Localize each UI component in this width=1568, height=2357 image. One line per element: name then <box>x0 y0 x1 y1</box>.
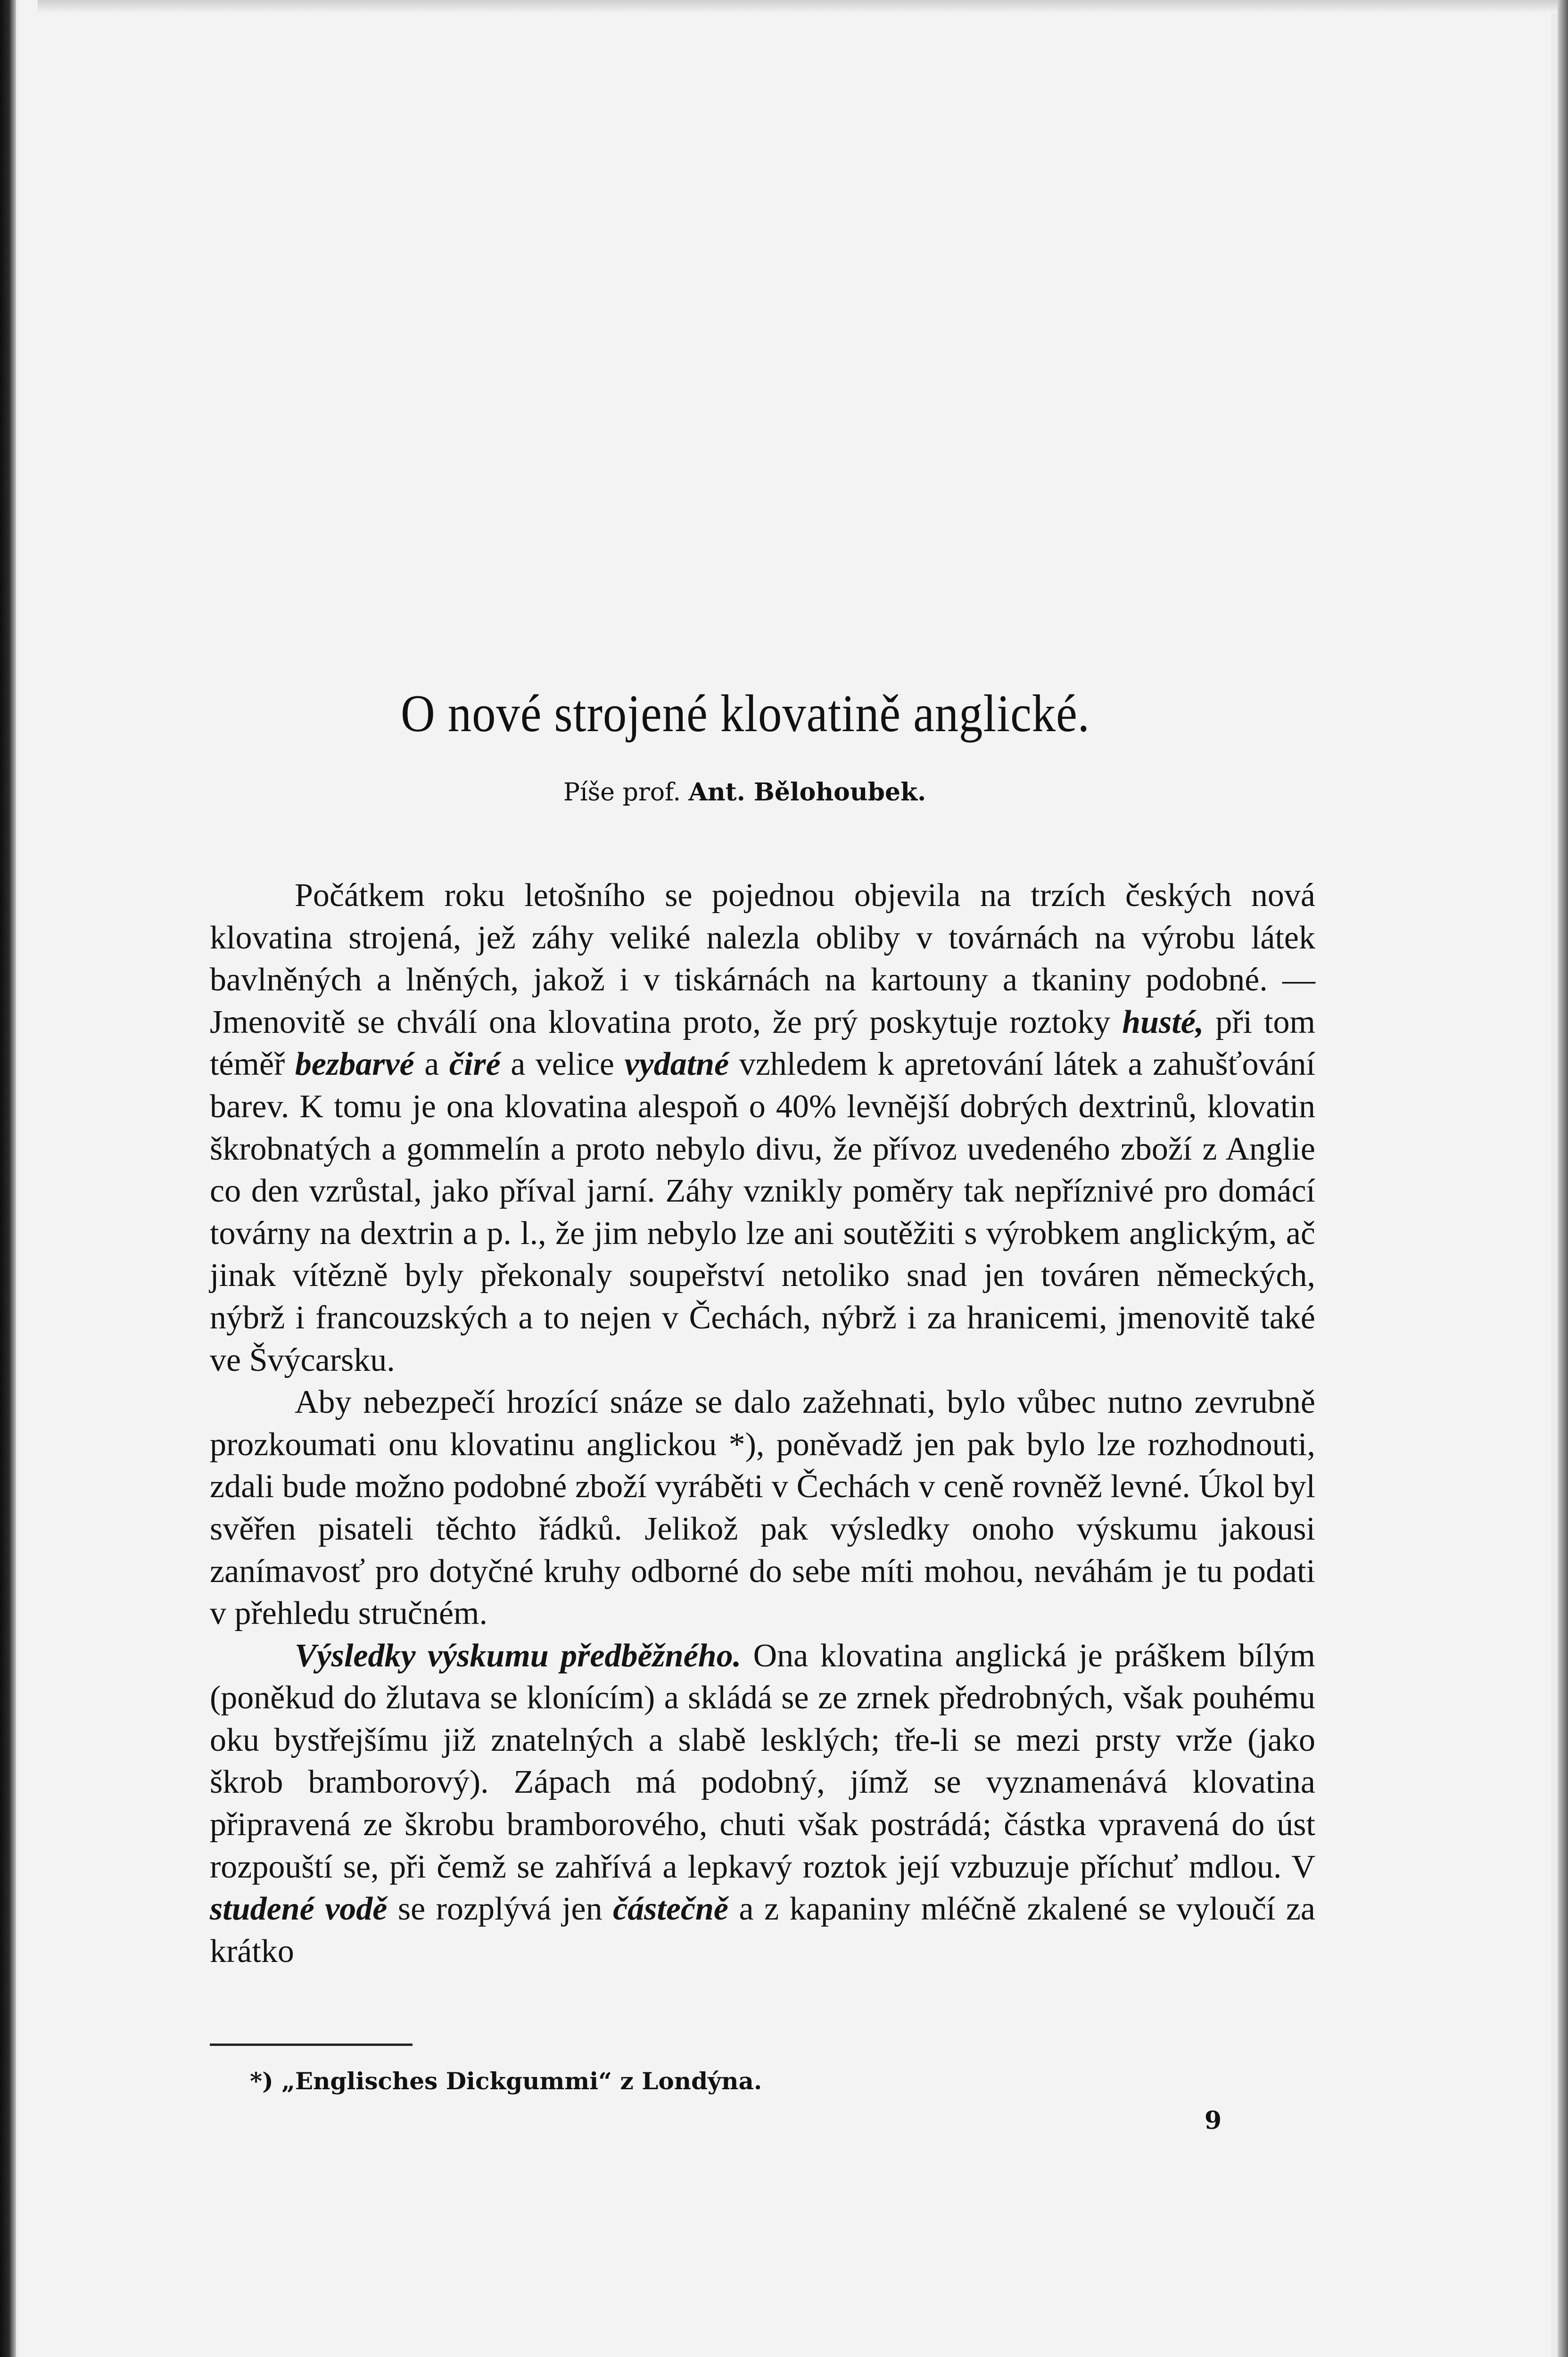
article-title: O nové strojené klovatině anglické. <box>401 684 1090 743</box>
body-text-run: a velice <box>500 1046 625 1083</box>
footnote: *) „Englisches Dickgummi“ z Londýna. <box>250 2067 762 2095</box>
author-name: Ant. Bělohoubek. <box>688 778 926 807</box>
page-number: 9 <box>1205 2106 1222 2135</box>
scan-right-edge <box>1558 0 1568 2357</box>
footnote-divider <box>210 2044 413 2046</box>
byline-prefix: Píše prof. <box>563 778 681 807</box>
body-text-run: a <box>414 1046 449 1083</box>
article-body <box>210 874 1315 1972</box>
body-text-run: Aby nebezpečí hrozící snáze se dalo zažehnati, bylo vůbec nutno zevrubně prozkoumati onu klovatinu anglickou *), poněvadž jen pak bylo lze rozhodnouti, zdali bude možno podobné zboží vyráběti v Čechách v ceně rovněž levné. Úkol byl svěřen pisateli těchto řádků. Jelikož pak výsledky onoho výskumu jakousi zanímavosť pro dotyčné kruhy odborné do sebe míti mohou, neváhám je tu podati v přehledu stručném. <box>210 1384 1315 1632</box>
emphasized-text: studené vodě <box>210 1891 388 1928</box>
body-text-run: vzhledem k apretování látek a zahušťování barev. K tomu je ona klovatina alespoň o 40% levnější dobrých dextrinů, klovatin škrobnatých a gommelín a proto nebylo divu, že přívoz uvedeného zboží z Anglie co den vzrůstal, jako příval jarní. Záhy vznikly poměry tak nepříznivé pro domácí továrny na dextrin a p. l., že jim nebylo lze ani soutěžiti s výrobkem anglickým, ač jinak vítězně byly překonaly soupeřství netoliko snad jen továren německých, nýbrž i francouzských a to nejen v Čechách, nýbrž i za hranicemi, jmenovitě také ve Švýcarsku. <box>210 1046 1315 1378</box>
emphasized-text: husté, <box>1122 1004 1204 1040</box>
paragraph-3 <box>210 1635 1315 1973</box>
paragraph-2 <box>210 1381 1315 1635</box>
body-text-run: Ona klovatina anglická je práškem bílým (poněkud do žlutava se klonícím) a skládá se ze zrnek předrobných, však pouhému oku bystřejšímu již znatelných a slabě lesklých; tře-li se mezi prsty vrže (jako škrob bramborový). Zápach má podobný, jímž se vyznamenává klovatina připravená ze škrobu bramborového, chuti však postrádá; částka vpravená do úst rozpouští se, při čemž se zahřívá a lepkavý roztok její vzbuzuje příchuť mdlou. V <box>210 1637 1316 1885</box>
paragraph-1 <box>210 874 1315 1381</box>
scan-binding-edge <box>0 0 16 2357</box>
emphasized-text: Výsledky výskumu předběžného. <box>295 1637 742 1674</box>
scan-top-edge <box>38 0 1568 13</box>
body-text-run: při tom téměř <box>210 1004 1316 1083</box>
emphasized-text: částečně <box>613 1891 728 1928</box>
byline <box>563 778 926 807</box>
body-text-run: a z kapaniny mléčně zkalené se vyloučí za krátko <box>210 1891 1315 1970</box>
emphasized-text: bezbarvé <box>295 1046 414 1083</box>
body-text-run: se rozplývá jen <box>387 1891 613 1928</box>
emphasized-text: vydatné <box>624 1046 729 1083</box>
body-text-run: Počátkem roku letošního se pojednou objevila na trzích českých nová klovatina strojená, jež záhy veliké nalezla obliby v továrnách na výrobu látek bavlněných a lněných, jakož i v tiskárnách na kartouny a tkaniny podobné. — Jmenovitě se chválí ona klovatina proto, že prý poskytuje roztoky <box>210 877 1315 1040</box>
emphasized-text: čiré <box>449 1046 501 1083</box>
